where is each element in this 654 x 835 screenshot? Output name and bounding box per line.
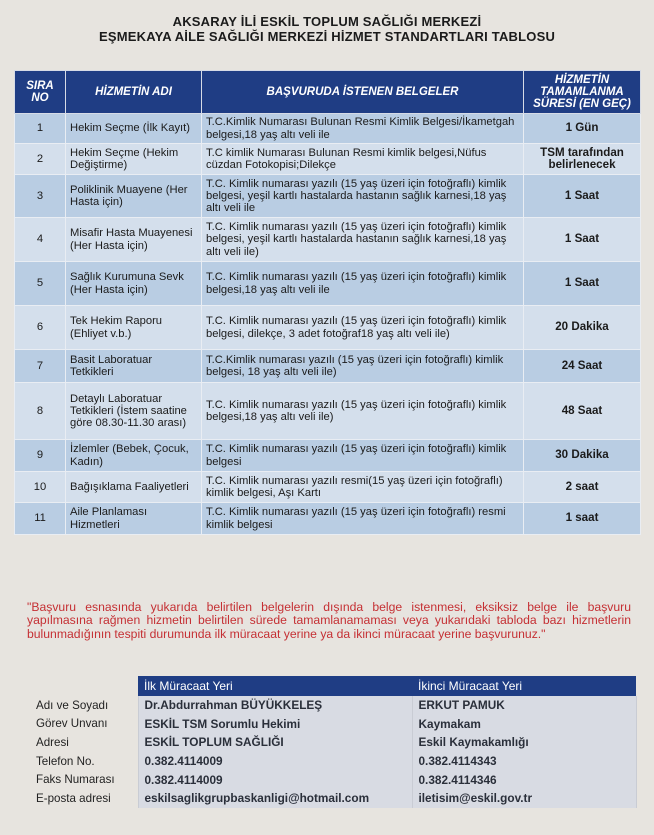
contact-row (30, 789, 636, 808)
table-row (15, 503, 641, 535)
second-contact-value: 0.382.4114343 (412, 752, 636, 771)
row-no: 11 (15, 503, 66, 535)
row-no: 8 (15, 383, 66, 440)
column-header-no: SIRA NO (15, 71, 66, 114)
required-documents: T.C. Kimlik numarası yazılı (15 yaş üzeri için fotoğraflı) kimlik belgesi, yeşil kartlı hastalarda hastanın sağlık karnesi,18 yaş altı veli ile) (202, 218, 524, 262)
table-row (15, 144, 641, 175)
table-row (15, 350, 641, 383)
row-no: 4 (15, 218, 66, 262)
contact-table (30, 676, 637, 808)
service-name: Tek Hekim Raporu (Ehliyet v.b.) (66, 306, 202, 350)
contact-row (30, 696, 636, 715)
contact-row (30, 752, 636, 771)
completion-time: 1 Saat (524, 262, 641, 306)
contact-label: Faks Numarası (30, 770, 138, 789)
column-header-duration: HİZMETİN TAMAMLANMA SÜRESİ (EN GEÇ) (524, 71, 641, 114)
second-contact-value: 0.382.4114346 (412, 770, 636, 789)
column-header-documents: BAŞVURUDA İSTENEN BELGELER (202, 71, 524, 114)
document-title-line-2: EŞMEKAYA AİLE SAĞLIĞI MERKEZİ HİZMET STANDARTLARI TABLOSU (98, 29, 556, 44)
row-no: 1 (15, 114, 66, 144)
completion-time: 20 Dakika (524, 306, 641, 350)
required-documents: T.C. Kimlik numarası yazılı (15 yaş üzeri için fotoğraflı) kimlik belgesi, yeşil kartlı hastalarda hastanın sağlık karnesi,18 yaş altı veli ile (202, 175, 524, 218)
second-application-header: İkinci Müracaat Yeri (412, 676, 636, 696)
completion-time: 1 Saat (524, 175, 641, 218)
required-documents: T.C kimlik Numarası Bulunan Resmi kimlik belgesi,Nüfus cüzdan Fotokopisi;Dilekçe (202, 144, 524, 175)
contact-row (30, 715, 636, 734)
row-no: 2 (15, 144, 66, 175)
document-title-line-1: AKSARAY İLİ ESKİL TOPLUM SAĞLIĞI MERKEZİ (172, 14, 482, 29)
second-contact-value: Kaymakam (412, 715, 636, 734)
completion-time: 1 saat (524, 503, 641, 535)
first-contact-value: Dr.Abdurrahman BÜYÜKKELEŞ (138, 696, 412, 715)
row-no: 10 (15, 472, 66, 503)
first-contact-value: 0.382.4114009 (138, 770, 412, 789)
completion-time: 48 Saat (524, 383, 641, 440)
table-row (15, 262, 641, 306)
complaint-notice: "Başvuru esnasında yukarıda belirtilen belgelerin dışında belge istenmesi, eksiksiz belge ile başvuru yapılmasına rağmen hizmetin belirtilen sürede tamamlanamaması veya yukarıdaki tabloda bazı hizmetlerin bulunmadığının tespiti durumunda ilk müracaat yerine ya da ikinci müracaat yerine başvurunuz." (27, 600, 631, 641)
service-name: Sağlık Kurumuna Sevk (Her Hasta için) (66, 262, 202, 306)
required-documents: T.C.Kimlik Numarası Bulunan Resmi Kimlik Belgesi/İkametgah belgesi,18 yaş altı veli ile (202, 114, 524, 144)
second-contact-value: Eskil Kaymakamlığı (412, 733, 636, 752)
first-application-header: İlk Müracaat Yeri (138, 676, 412, 696)
required-documents: T.C. Kimlik numarası yazılı (15 yaş üzeri için fotoğraflı) kimlik belgesi,18 yaş altı veli ile (202, 262, 524, 306)
table-row (15, 306, 641, 350)
second-contact-email[interactable]: iletisim@eskil.gov.tr (412, 789, 636, 808)
required-documents: T.C. Kimlik numarası yazılı resmi(15 yaş üzeri için fotoğraflı) kimlik belgesi, Aşı Kartı (202, 472, 524, 503)
contact-label: Adresi (30, 733, 138, 752)
row-no: 9 (15, 440, 66, 472)
column-header-name: HİZMETİN ADI (66, 71, 202, 114)
table-row (15, 218, 641, 262)
completion-time: TSM tarafından belirlenecek (524, 144, 641, 175)
completion-time: 1 Saat (524, 218, 641, 262)
contact-header-blank (30, 676, 138, 696)
first-contact-email[interactable]: eskilsaglikgrupbaskanligi@hotmail.com (138, 789, 412, 808)
completion-time: 1 Gün (524, 114, 641, 144)
service-standards-table (14, 70, 641, 535)
row-no: 7 (15, 350, 66, 383)
table-row (15, 383, 641, 440)
required-documents: T.C. Kimlik numarası yazılı (15 yaş üzeri için fotoğraflı) kimlik belgesi (202, 440, 524, 472)
contact-label: Telefon No. (30, 752, 138, 771)
required-documents: T.C. Kimlik numarası yazılı (15 yaş üzeri için fotoğraflı) resmi kimlik belgesi (202, 503, 524, 535)
contact-label: Adı ve Soyadı (30, 696, 138, 715)
completion-time: 2 saat (524, 472, 641, 503)
service-name: Aile Planlaması Hizmetleri (66, 503, 202, 535)
table-row (15, 440, 641, 472)
row-no: 3 (15, 175, 66, 218)
service-name: İzlemler (Bebek, Çocuk, Kadın) (66, 440, 202, 472)
contact-label: E-posta adresi (30, 789, 138, 808)
table-row (15, 175, 641, 218)
first-contact-value: 0.382.4114009 (138, 752, 412, 771)
service-name: Detaylı Laboratuar Tetkikleri (İstem saatine göre 08.30-11.30 arası) (66, 383, 202, 440)
first-contact-value: ESKİL TSM Sorumlu Hekimi (138, 715, 412, 734)
contact-label: Görev Unvanı (30, 715, 138, 734)
contact-row (30, 733, 636, 752)
service-name: Poliklinik Muayene (Her Hasta için) (66, 175, 202, 218)
completion-time: 24 Saat (524, 350, 641, 383)
service-name: Hekim Seçme (Hekim Değiştirme) (66, 144, 202, 175)
service-name: Basit Laboratuar Tetkikleri (66, 350, 202, 383)
table-row (15, 472, 641, 503)
service-name: Bağışıklama Faaliyetleri (66, 472, 202, 503)
contact-header-row (30, 676, 636, 696)
row-no: 5 (15, 262, 66, 306)
service-name: Hekim Seçme (İlk Kayıt) (66, 114, 202, 144)
completion-time: 30 Dakika (524, 440, 641, 472)
required-documents: T.C.Kimlik numarası yazılı (15 yaş üzeri için fotoğraflı) kimlik belgesi, 18 yaş altı veli ile) (202, 350, 524, 383)
table-header-row (15, 71, 641, 114)
first-contact-value: ESKİL TOPLUM SAĞLIĞI (138, 733, 412, 752)
required-documents: T.C. Kimlik numarası yazılı (15 yaş üzeri için fotoğraflı) kimlik belgesi,18 yaş altı veli ile) (202, 383, 524, 440)
required-documents: T.C. Kimlik numarası yazılı (15 yaş üzeri için fotoğraflı) kimlik belgesi, dilekçe, 3 adet fotoğraf18 yaş altı veli ile) (202, 306, 524, 350)
row-no: 6 (15, 306, 66, 350)
service-name: Misafir Hasta Muayenesi (Her Hasta için) (66, 218, 202, 262)
contact-row (30, 770, 636, 789)
table-row (15, 114, 641, 144)
second-contact-value: ERKUT PAMUK (412, 696, 636, 715)
